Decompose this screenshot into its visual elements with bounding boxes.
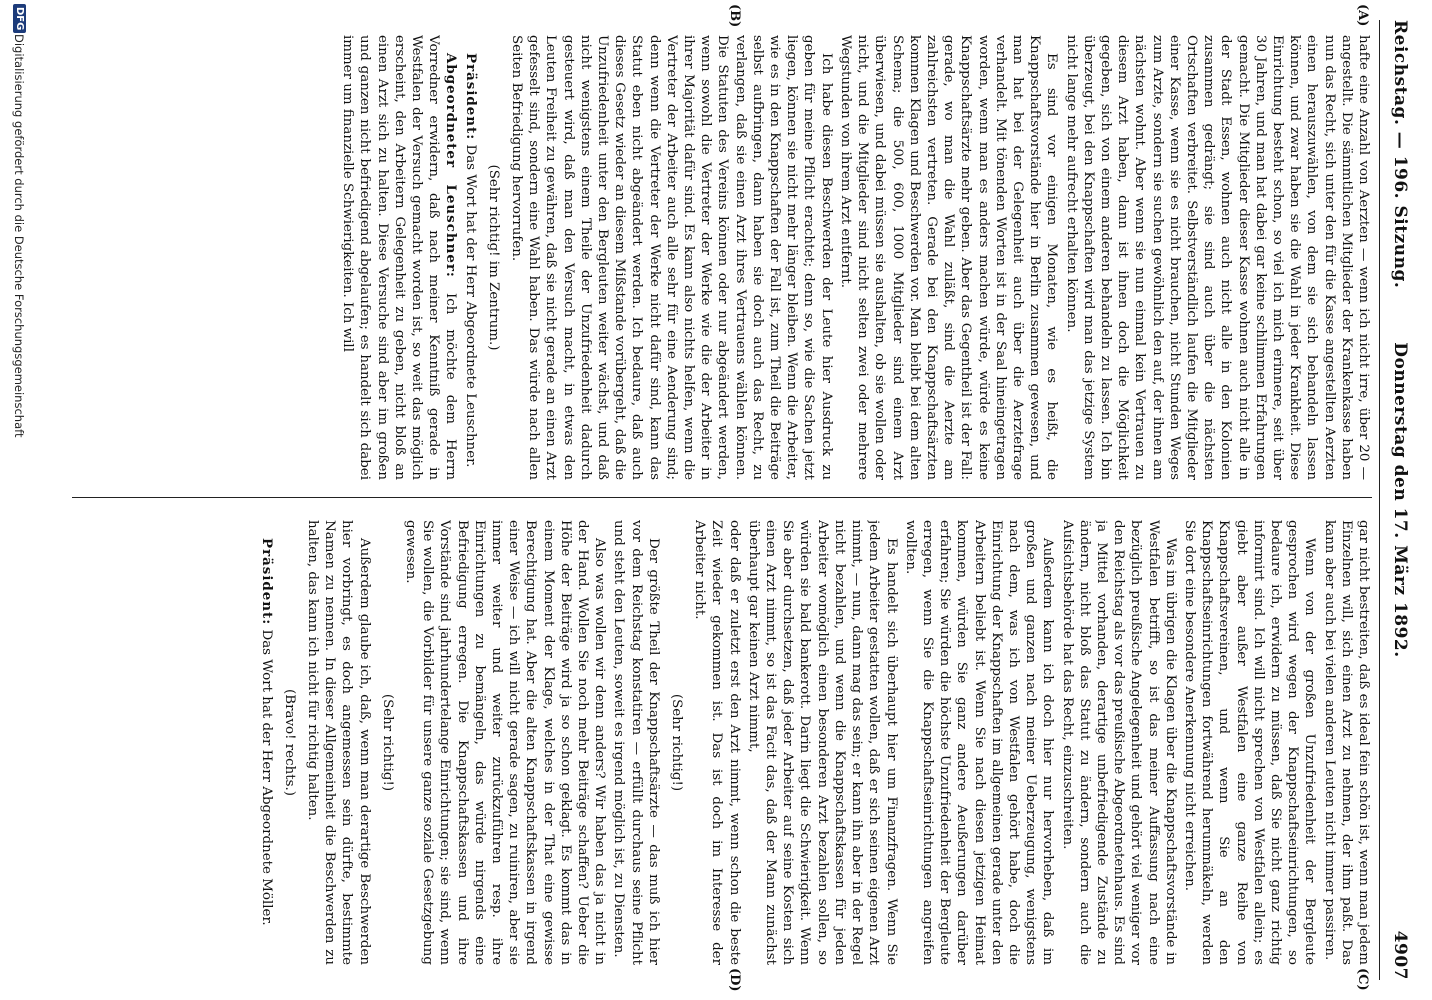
speaker-name: Präsident: bbox=[462, 53, 479, 141]
margin-marker-d: (D) bbox=[727, 968, 742, 992]
paragraph: Was im übrigen die Klagen über die Knappschaftsvorstände in Westfalen betrifft, so ist das meiner Auffassung nach eine bezüglich preußische Angelegenheit und gehört viel weniger vor den Reichstag als vor das preußische Abgeordnetenhaus. Es sind ja Mittel vorhanden, derartige unbefriedigende Zustände zu ändern, nicht bloß das Statut zu ändern, sondern auch die Aufsichtsbehörde hat das Recht, einzuschreiten. bbox=[1059, 520, 1178, 965]
applause-note: (Bravo! rechts.) bbox=[281, 689, 297, 796]
margin-marker-b: (B) bbox=[727, 4, 742, 28]
paragraph: Außerdem glaube ich, daß, wenn man derartige Beschwerden hier vorbringt, es doch angemessen sein dürfte, bestimmte Namen zu nennen. In dieser Allgemeinheit die Beschwerden zu halten, das kann ich nicht für richtig halten. bbox=[305, 520, 372, 965]
paragraph: hafte eine Anzahl von Aerzten — wenn ich nicht irre, über 20 — angestellt. Die sämmtlichen Mitglieder der Krankenkasse haben nun das Recht, sich unter den für die Kasse angestellten Aerzten einen herauszuwählen, von dem sie sich behandeln lassen können, und zwar haben sie die Wahl in jeder Krankheit. Diese Einrichtung besteht schon, so viel ich mich erinnere, seit über 30 Jahren, und man hat dabei gar keine schlimmen Erfahrungen gemacht. Die Mitglieder dieser Kasse wohnen auch nicht alle in der Stadt Essen, wohnen auch nicht alle in den Kolonien zusammen gedrängt; sie sind auch über die nächsten Ortschaften verbreitet. Selbstverständlich laufen die Mitglieder einer Kasse, wenn sie es nicht brauchen, nicht Stunden Weges zum Arzte, sondern sie suchen gewöhnlich den auf, der ihnen am nächsten wohnt. Aber wenn sie nun einmal kein Vertrauen zu diesem Arzt haben, dann ist ihnen doch die Möglichkeit gegeben, sich von einem anderen behandeln zu lassen. Ich bin überzeugt, bei den Knappschaften wird man das jetzige System nicht lange mehr aufrecht erhalten können. bbox=[1063, 35, 1371, 480]
applause-note: (Sehr richtig! im Zentrum.) bbox=[485, 164, 501, 351]
paragraph: Es sind vor einigen Monaten, wie es heißt, die Knappschaftsvorstände hier in Berlin zusammen gewesen, und man hat bei der Gelegenheit auch über die Aerztefrage verhandelt. Mit tönenden Worten ist in der Saal hineingetragen worden, wenn man es anders machen würde, würde es keine Knappschaftsärzte mehr geben. Aber das Gegentheil ist der Fall: gerade, wo man die Wahl zuläßt, sind die Aerzte am zahlreichsten vertreten. Gerade bei den Knappschaftsärzten kommen Klagen und Beschwerden vor. Man bleibt bei dem alten Schema; die 500, 600, 1000 Mitglieder sind einem Arzt überwiesen, und dabei müssen sie aushalten, ob sie wollen oder nicht, und die Mitglieder sind nicht selten zwei oder mehrere Wegstunden von ihrem Arzt entfernt. bbox=[837, 35, 1060, 480]
applause-note: (Sehr richtig!) bbox=[379, 693, 395, 792]
speaker-text: Das Wort hat der Herr Abgeordnete Möller. bbox=[258, 629, 274, 926]
paragraph: Außerdem kann ich doch hier nur hervorheben, daß im großen und ganzen nach meiner Ueberzeugung, wenigstens nach dem, was ich von Westfalen gehört habe, doch die Einrichtung der Knappschaften im allgemeinen gerade unter den Arbeitern beliebt ist. Wenn Sie nach diesen jetzigen Heimat kommen, würden Sie ganz andere Aeußerungen darüber erfahren; Sie würden die höchste Unzufriedenheit der Bergleute erregen, wenn Sie die Knappschaftseinrichtungen angreifen wollten. bbox=[902, 520, 1056, 965]
header-session: Reichstag. — 196. Sitzung. bbox=[1390, 20, 1410, 289]
dfg-logo: DFG bbox=[13, 4, 26, 33]
paragraph: Der größte Theil der Knappschaftsärzte — das muß ich hier vor dem Reichstag konstatiren — erfüllt durchaus seine Pflicht und steht den Leuten, soweit es irgend möglich ist, zu Diensten. bbox=[611, 520, 661, 965]
speaker-turn bbox=[257, 520, 274, 965]
paragraph: Also was wollen wir denn anders? Wir haben das ja nicht in der Hand. Wollen Sie noch mehr Beiträge schaffen? Ueber die Höhe der Beiträge wird ja so schon geklagt. Es kommt das in einem Moment der Klage, welches in der That eine gewisse Berechtigung hat. Aber die alten Knappschaftskassen in irgend einer Weise — ich will nicht gerade sagen, zu ruiniren, aber sie immer weiter und weiter zurückzuführen resp. ihre Einrichtungen zu bemängeln, das würde nirgends eine Befriedigung erregen. Die Knappschaftskassen und ihre Vorstände sind jahrhundertelange Einrichtungen; sie sind, wenn Sie wollen, die Vorbilder für unsere ganze soziale Gesetzgebung gewesen. bbox=[403, 520, 608, 965]
speaker-name: Präsident: bbox=[258, 538, 275, 626]
applause-note: (Sehr richtig!) bbox=[669, 693, 685, 792]
paragraph: Ich habe diesen Beschwerden der Leute hier Ausdruck zu geben für meine Pflicht erachtet; denn so, wie die Sachen jetzt liegen, können sie nicht mehr länger bleiben. Wenn die Arbeiter, wie es in den Knappschaften der Fall ist, zum Theil die Beiträge selbst aufbringen, dann haben sie doch auch das Recht, zu verlangen, daß sie einen Arzt ihres Vertrauens wählen können. Die Statuten des Vereins können oder nur abgeändert werden, wenn sowohl die Vertreter der Werke wie die der Arbeiter in ihrer Majorität dafür sind. Es kann also nichts helfen, wenn die Vertreter der Arbeiter auch alle sehr für eine Aenderung sind; denn wenn die Vertreter der Werke nicht dafür sind, kann das Statut eben nicht abgeändert werden. Ich bedaure, daß auch dieses Gesetz wieder an diesem Mißstande vorübergeht, daß die Unzufriedenheit unter den Bergleuten weiter wächst, und daß nicht wenigstens einem Theile der Unzufriedenheit dadurch gesteuert wird, daß man den Versuch macht, in etwas den Leuten Freiheit zu gewähren, daß sie nicht gerade an einen Arzt gefesselt sind, sondern eine Wahl haben. Das würde nach allen Seiten Befriedigung hervorrufen. bbox=[509, 35, 834, 480]
digitization-credit bbox=[5, 0, 29, 1000]
paragraph: gar nicht bestreiten, daß es ideal fein schön ist, wenn man jedem Einzelnen will, sich einen Arzt zu nehmen, der ihm paßt. Das kann aber auch bei vielen anderen Leuten nicht immer passiren. bbox=[1321, 520, 1371, 965]
credit-text: Digitalisierung gefördert durch die Deutsche Forschungsgemeinschaft bbox=[12, 34, 26, 438]
speaker-text: Ich möchte dem Herrn Vorredner erwidern, daß nach meiner Kenntniß gerade in Westfalen der Versuch gemacht worden ist, so weit das möglich erscheint, den Arbeitern Gelegenheit zu geben, nicht bloß an einen Arzt sich zu halten. Diese Versuche sind aber im großen und ganzen nicht befriedigend abgelaufen; es handelt sich dabei immer um finanzielle Schwierigkeiten. Ich will bbox=[340, 35, 459, 480]
header-rule bbox=[1379, 20, 1380, 980]
paragraph: oder daß er zuletzt erst den Arzt nimmt, wenn schon die beste Zeit wieder gekommen ist. Das ist doch im Interesse der Arbeiter nicht. bbox=[692, 520, 742, 965]
speaker-turn bbox=[461, 35, 478, 480]
speaker-name: Abgeordneter Leuschner: bbox=[443, 53, 460, 278]
right-column bbox=[112, 520, 1372, 965]
paragraph: Es handelt sich überhaupt hier um Finanzfragen. Wenn Sie jedem Arbeiter gestatten wollen, daß er sich seinen eigenen Arzt nimmt, — nun, dann mag das sein; er kann ihn aber in der Regel nicht bezahlen, und wenn die Knappschaftskassen für jeden Arbeiter womöglich einen besonderen Arzt bezahlen sollen, so würden sie bald bankerott. Darin liegt die Schwierigkeit. Wenn Sie aber durchsetzen, daß jeder Arbeiter auf seine Kosten sich einen Arzt nimmt, so ist das Facit das, daß der Mann zunächst überhaupt gar keinen Arzt nimmt, bbox=[745, 520, 899, 965]
header-date: Donnerstag den 17. März 1892. bbox=[1390, 342, 1410, 658]
paragraph: Wenn von der großen Unzufriedenheit der Bergleute gesprochen wird wegen der Knappschaftseinrichtungen, so bedaure ich, erwidern zu müssen, daß Sie nicht ganz richtig informirt sind. Ich will nicht sprechen von Westfalen allein; es giebt aber außer Westfalen eine ganze Reihe von Knappschaftsvereinen, und wenn Sie an den Knappschaftseinrichtungen fortwährend herummäkeln, werden Sie dort eine besondere Anerkennung nicht erreichen. bbox=[1181, 520, 1318, 965]
speaker-turn bbox=[339, 35, 459, 480]
speaker-text: Das Wort hat der Herr Abgeordnete Leuschner. bbox=[462, 144, 478, 468]
page-number: 4907 bbox=[1390, 930, 1410, 980]
column-divider bbox=[72, 497, 1372, 498]
page-header bbox=[1380, 20, 1410, 980]
margin-marker-a: (A) bbox=[1355, 4, 1370, 27]
margin-marker-c: (C) bbox=[1355, 968, 1370, 991]
left-column bbox=[112, 35, 1372, 480]
